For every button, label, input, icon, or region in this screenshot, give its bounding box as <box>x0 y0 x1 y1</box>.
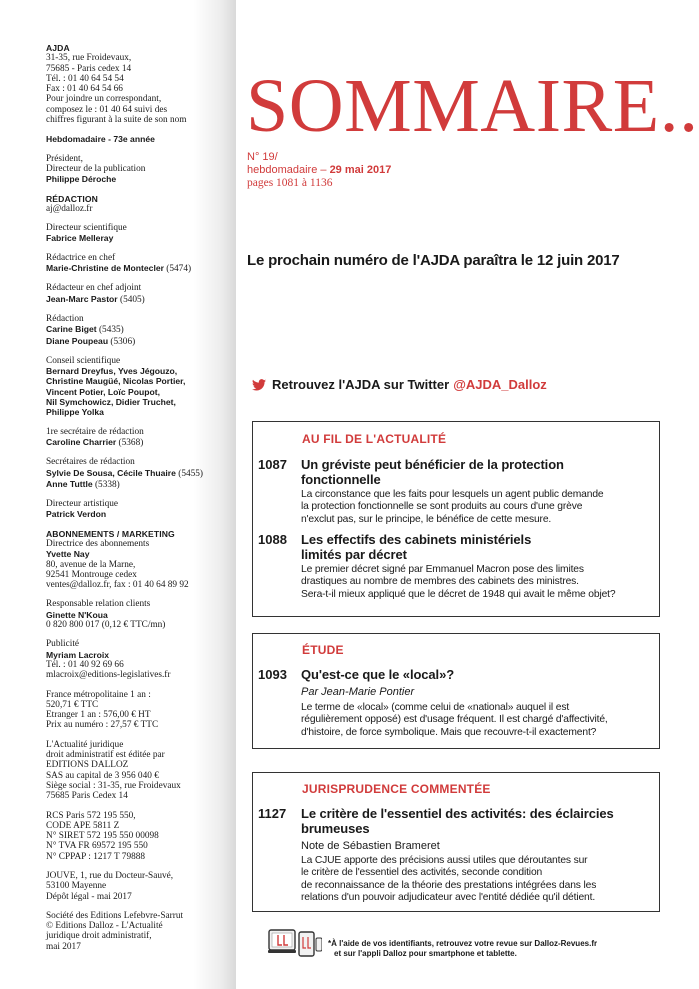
title-line: limités par décret <box>301 547 407 562</box>
role-line: 1re secrétaire de rédaction <box>46 426 144 437</box>
redaction-team-block <box>46 314 231 347</box>
phone-ext: (5455) <box>175 468 204 479</box>
summary-line: n'exclut pas, sur le principe, le bénéfice de cette mesure. <box>301 513 552 525</box>
person-name: Fabrice Melleray <box>46 233 114 244</box>
footer-line: *À l'aide de vos identifiants, retrouvez votre revue sur Dalloz-Revues.fr <box>328 939 598 948</box>
publisher-name: AJDA <box>46 43 70 53</box>
phone-ext: (5435) <box>96 325 124 336</box>
article-author: Note de Sébastien Brameret <box>301 840 440 852</box>
copyright-line: juridique droit administratif, <box>46 931 152 942</box>
frequency: Hebdomadaire - 73e année <box>46 134 155 145</box>
rel-block <box>46 599 231 630</box>
summary-line: drastiques au nombre de membres des cabinets des ministres. <box>301 576 579 588</box>
printer-block <box>46 871 231 902</box>
role-line: Président, <box>46 153 83 164</box>
person-name: Vincent Potier, Loïc Poupot, <box>46 386 160 397</box>
abo-block <box>46 529 231 591</box>
phone-line: Tél. : 01 40 92 69 66 <box>46 659 124 670</box>
copyright-line: © Editions Dalloz - L'Actualité <box>46 921 163 932</box>
person-name: Philippe Yolka <box>46 407 104 418</box>
role-line: Directeur scientifique <box>46 223 127 234</box>
phone-ext: (5474) <box>163 264 192 275</box>
summary-line: la protection fonctionnelle se sont produits au cours d'une grève <box>301 501 583 513</box>
price-line: 520,71 € TTC <box>46 699 99 710</box>
email: mlacroix@editions-legislatives.fr <box>46 670 171 681</box>
person-name: Nil Symchowicz, Didier Truchet, <box>46 397 176 408</box>
devices-icon <box>268 928 322 958</box>
footer-text <box>328 939 597 959</box>
masthead-sidebar <box>0 0 236 989</box>
person-name: Bernard Dreyfus, Yves Jégouzo, <box>46 366 178 377</box>
address-line: ventes@dalloz.fr, fax : 01 40 64 89 92 <box>46 580 189 591</box>
page-number: 1127 <box>258 806 287 821</box>
legal-line: RCS Paris 572 195 550, <box>46 810 136 821</box>
person-name: Patrick Verdon <box>46 509 107 520</box>
footer-note <box>268 928 597 959</box>
page-title: SOMMAIRE.. <box>246 64 699 148</box>
issue-pages: pages 1081 à 1136 <box>247 177 333 189</box>
article-title <box>301 806 651 836</box>
summary-line: d'histoire, de force symbolique. Mais que recouvre-t-il exactement? <box>301 726 597 738</box>
edition-line: EDITIONS DALLOZ <box>46 760 129 771</box>
address-line: Fax : 01 40 64 54 66 <box>46 84 123 95</box>
address-line: Tél. : 01 40 64 54 54 <box>46 73 124 84</box>
twitter-handle[interactable]: @AJDA_Dalloz <box>453 377 547 392</box>
edition-line: 75685 Paris Cedex 14 <box>46 791 128 802</box>
masthead-content <box>46 43 231 961</box>
summary-line: Sera-t-il mieux appliqué que le décret de 1948 qui avait le même objet? <box>301 588 616 600</box>
section-etude <box>252 633 660 749</box>
section-jurisprudence <box>252 772 660 912</box>
edition-line: L'Actualité juridique <box>46 739 124 750</box>
person-name: Philippe Déroche <box>46 174 117 185</box>
price-line: Etranger 1 an : 576,00 € HT <box>46 710 151 721</box>
page-number: 1088 <box>258 532 287 547</box>
role-line: Directeur de la publication <box>46 163 146 174</box>
person-name: Christine Maugüé, Nicolas Portier, <box>46 376 186 387</box>
section-title: ÉTUDE <box>302 643 344 657</box>
twitter-text: Retrouvez l'AJDA sur Twitter <box>272 377 450 392</box>
summary-line: relations d'un pouvoir adjudicateur avec l'entité dédiée qu'il détient. <box>301 892 596 904</box>
legal-line: N° TVA FR 69572 195 550 <box>46 841 148 852</box>
address-line: Pour joindre un correspondant, <box>46 94 162 105</box>
article-title <box>301 457 651 487</box>
section-heading: RÉDACTION <box>46 193 98 204</box>
address-line: 80, avenue de la Marne, <box>46 559 136 570</box>
article-summary <box>301 855 656 905</box>
person-name: Diane Poupeau <box>46 335 109 346</box>
dir-sci-block <box>46 223 231 244</box>
twitter-promo <box>252 377 547 392</box>
title-line: fonctionnelle <box>301 472 381 487</box>
role-line: Responsable relation clients <box>46 599 151 610</box>
role-line: Conseil scientifique <box>46 355 121 366</box>
person-name: Marie-Christine de Montecler <box>46 263 164 274</box>
article-title <box>301 667 651 682</box>
copyright-line: Société des Editions Lefebvre-Sarrut <box>46 910 184 921</box>
address-line: chiffres figurant à la suite de son nom <box>46 115 187 126</box>
phone-ext: (5405) <box>117 294 145 305</box>
redaction-block <box>46 194 231 215</box>
legal-line: N° SIRET 572 195 550 00098 <box>46 831 159 842</box>
person-name: Sylvie De Sousa, Cécile Thuaire <box>46 467 176 478</box>
printer-line: Dépôt légal - mai 2017 <box>46 891 132 902</box>
issue-info <box>247 151 391 190</box>
prices-block <box>46 690 231 731</box>
section-title: JURISPRUDENCE COMMENTÉE <box>302 782 491 796</box>
section-actualite <box>252 421 660 617</box>
summary-line: La circonstance que les faits pour lesquels un agent public demande <box>301 489 604 500</box>
legal-line: N° CPPAP : 1217 T 79888 <box>46 851 146 862</box>
issue-number: N° 19/ <box>247 151 278 163</box>
address-line: 31-35, rue Froidevaux, <box>46 53 132 64</box>
footer-line: et sur l'appli Dalloz pour smartphone et tablette. <box>334 949 517 958</box>
summary-line: La CJUE apporte des précisions aussi utiles que déroutantes sur <box>301 855 588 866</box>
issue-prefix: hebdomadaire – <box>247 164 330 176</box>
phone-ext: (5306) <box>108 336 136 347</box>
role-line: Rédacteur en chef adjoint <box>46 283 142 294</box>
red-chef-block <box>46 253 231 275</box>
summary-line: Le premier décret signé par Emmanuel Macron pose des limites <box>301 564 584 575</box>
person-name: Jean-Marc Pastor <box>46 293 118 304</box>
summary-line: de reconnaissance de la théorie des prestations intégrées dans les <box>301 879 597 891</box>
title-line: Qu'est-ce que le «local»? <box>301 667 455 682</box>
printer-line: 53100 Mayenne <box>46 881 107 892</box>
summary-line: le critère de l'essentiel des activités, seconde condition <box>301 867 543 879</box>
role-line: Rédactrice en chef <box>46 252 116 263</box>
phone-ext: (5368) <box>116 437 144 448</box>
price-line: Prix au numéro : 27,57 € TTC <box>46 720 159 731</box>
summary-line: Le terme de «local» (comme celui de «national» auquel il est <box>301 702 570 713</box>
printer-line: JOUVE, 1, rue du Docteur-Sauvé, <box>46 871 174 881</box>
edition-line: droit administratif est éditée par <box>46 750 165 761</box>
section-title: AU FIL DE L'ACTUALITÉ <box>302 432 447 446</box>
address-line: composez le : 01 40 64 suivi des <box>46 104 168 115</box>
section-heading: ABONNEMENTS / MARKETING <box>46 528 175 539</box>
president-block <box>46 154 231 185</box>
article-summary <box>301 564 656 601</box>
title-line: Le critère de l'essentiel des activités: des éclaircies <box>301 806 614 821</box>
conseil-block <box>46 356 231 418</box>
person-name: Anne Tuttle <box>46 478 93 489</box>
email: aj@dalloz.fr <box>46 203 93 214</box>
pub-block <box>46 639 231 680</box>
summary-line: régulièrement opposé) est d'usage fréquent. Il est chargé d'affectivité, <box>301 714 608 726</box>
edition-line: Siège social : 31-35, rue Froidevaux <box>46 780 181 791</box>
person-name: Myriam Lacroix <box>46 649 110 660</box>
red-adj-block <box>46 283 231 305</box>
person-name: Carine Biget <box>46 324 97 335</box>
sec-block <box>46 427 231 449</box>
article-author: Par Jean-Marie Pontier <box>301 686 415 698</box>
article-summary <box>301 489 656 526</box>
article-summary <box>301 702 656 739</box>
twitter-bird-icon <box>252 379 266 391</box>
phone-line: 0 820 800 017 (0,12 € TTC/mn) <box>46 620 166 631</box>
phone-ext: (5338) <box>92 479 120 490</box>
da-block <box>46 499 231 520</box>
edition-line: SAS au capital de 3 956 040 € <box>46 770 159 781</box>
legal-block <box>46 811 231 862</box>
title-line: brumeuses <box>301 821 370 836</box>
person-name: Ginette N'Koua <box>46 609 108 620</box>
copyright-line: mai 2017 <box>46 941 81 952</box>
publisher-block <box>46 43 231 125</box>
person-name: Yvette Nay <box>46 549 90 560</box>
price-line: France métropolitaine 1 an : <box>46 689 151 700</box>
title-line: Les effectifs des cabinets ministériels <box>301 532 532 547</box>
role-line: Directrice des abonnements <box>46 538 150 549</box>
issue-date: 29 mai 2017 <box>329 164 392 176</box>
legal-line: CODE APE 5811 Z <box>46 820 120 831</box>
secs-block <box>46 457 231 490</box>
next-issue-notice: Le prochain numéro de l'AJDA paraîtra le 12 juin 2017 <box>247 252 620 269</box>
address-line: 92541 Montrouge cedex <box>46 569 137 580</box>
page-number: 1093 <box>258 667 287 682</box>
role-line: Publicité <box>46 639 80 650</box>
person-name: Caroline Charrier <box>46 436 117 447</box>
copyright-block <box>46 911 231 952</box>
title-line: Un gréviste peut bénéficier de la protection <box>301 457 564 472</box>
role-line: Rédaction <box>46 313 84 324</box>
page-number: 1087 <box>258 457 287 472</box>
address-line: 75685 - Paris cedex 14 <box>46 63 132 74</box>
role-line: Secrétaires de rédaction <box>46 457 135 468</box>
article-title <box>301 532 651 562</box>
role-line: Directeur artistique <box>46 499 119 510</box>
edition-block <box>46 740 231 802</box>
